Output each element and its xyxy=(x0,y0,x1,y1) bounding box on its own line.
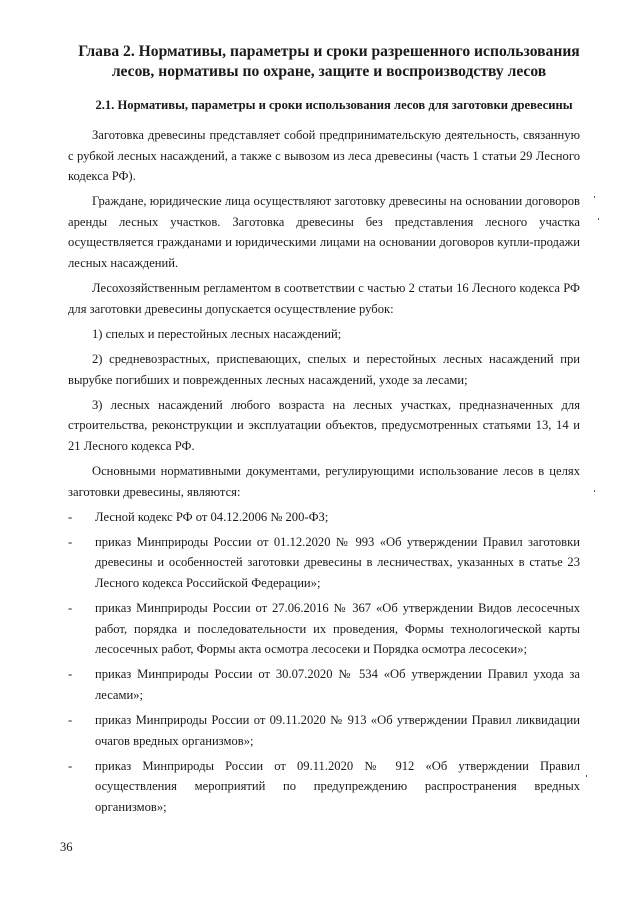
list-item-text: приказ Минприроды России от 27.06.2016 № 367 «Об утверждении Видов лесосечных работ, порядка и последовательности их проведения, Формы технологической карты лесосечных работ, Формы акта осмотра лесосеки и Порядка осмотра лесосеки»; xyxy=(95,600,580,657)
scan-speck xyxy=(594,196,595,198)
section-title: 2.1. Нормативы, параметры и сроки использования лесов для заготовки древесины xyxy=(95,98,573,112)
scan-speck xyxy=(594,490,595,492)
list-item xyxy=(68,598,580,660)
list-marker: - xyxy=(68,712,73,727)
paragraph: 2) средневозрастных, приспевающих, спелых и перестойных лесных насаждений при вырубке погибших и поврежденных лесных насаждений, уходе за лесами; xyxy=(68,351,580,387)
list-item-text: приказ Минприроды России от 09.11.2020 № 912 «Об утверждении Правил осуществления мероприятий по предупреждению распространения вредных организмов»; xyxy=(95,758,580,814)
list-item xyxy=(68,710,580,751)
list-marker: - xyxy=(68,600,73,615)
list-item xyxy=(68,532,580,594)
paragraph: 1) спелых и перестойных лесных насаждений; xyxy=(92,326,342,341)
list-item-text: Лесной кодекс РФ от 04.12.2006 № 200-ФЗ; xyxy=(95,509,329,524)
list-item xyxy=(68,507,580,528)
scan-speck xyxy=(586,775,587,777)
paragraph: Заготовка древесины представляет собой предпринимательскую деятельность, связанную с рубкой лесных насаждений, а также с вывозом из леса древесины (часть 1 статьи 29 Лесного кодекса РФ). xyxy=(68,128,580,184)
list-item-text: приказ Минприроды России от 01.12.2020 № 993 «Об утверждении Правил заготовки древесины и особенностей заготовки древесины в лесничествах, указанных в статье 23 Лесного кодекса Российской Федерации»; xyxy=(95,534,580,590)
list-marker: - xyxy=(68,667,73,682)
paragraph: Основными нормативными документами, регулирующими использование лесов в целях заготовки древесины, являются: xyxy=(68,463,580,499)
paragraph: 3) лесных насаждений любого возраста на лесных участках, предназначенных для строительства, реконструкции и эксплуатации объектов, предусмотренных статьями 13, 14 и 21 Лесного кодекса РФ. xyxy=(68,397,580,453)
list-item xyxy=(68,664,580,705)
list-item-text: приказ Минприроды России от 30.07.2020 № 534 «Об утверждении Правил ухода за лесами»; xyxy=(95,667,580,702)
list-marker: - xyxy=(68,534,73,549)
paragraph: Лесохозяйственным регламентом в соответствии с частью 2 статьи 16 Лесного кодекса РФ для заготовки древесины допускается осуществление рубок: xyxy=(68,281,580,316)
list-item xyxy=(68,756,580,818)
page-number: 36 xyxy=(60,840,73,854)
chapter-title: Глава 2. Нормативы, параметры и сроки разрешенного использования лесов, нормативы по охране, защите и воспроизводству лесов xyxy=(78,43,580,80)
regulations-list xyxy=(68,507,580,818)
list-item-text: приказ Минприроды России от 09.11.2020 № 913 «Об утверждении Правил ликвидации очагов вредных организмов»; xyxy=(95,712,580,748)
paragraph: Граждане, юридические лица осуществляют заготовку древесины на основании договоров аренды лесных участков. Заготовка древесины без представления лесного участка осуществляется гражданами и юридическими лицами на основании договоров купли-продажи лесных насаждений. xyxy=(68,194,580,271)
list-marker: - xyxy=(68,509,73,524)
scan-speck xyxy=(598,218,599,220)
list-marker: - xyxy=(68,758,73,773)
